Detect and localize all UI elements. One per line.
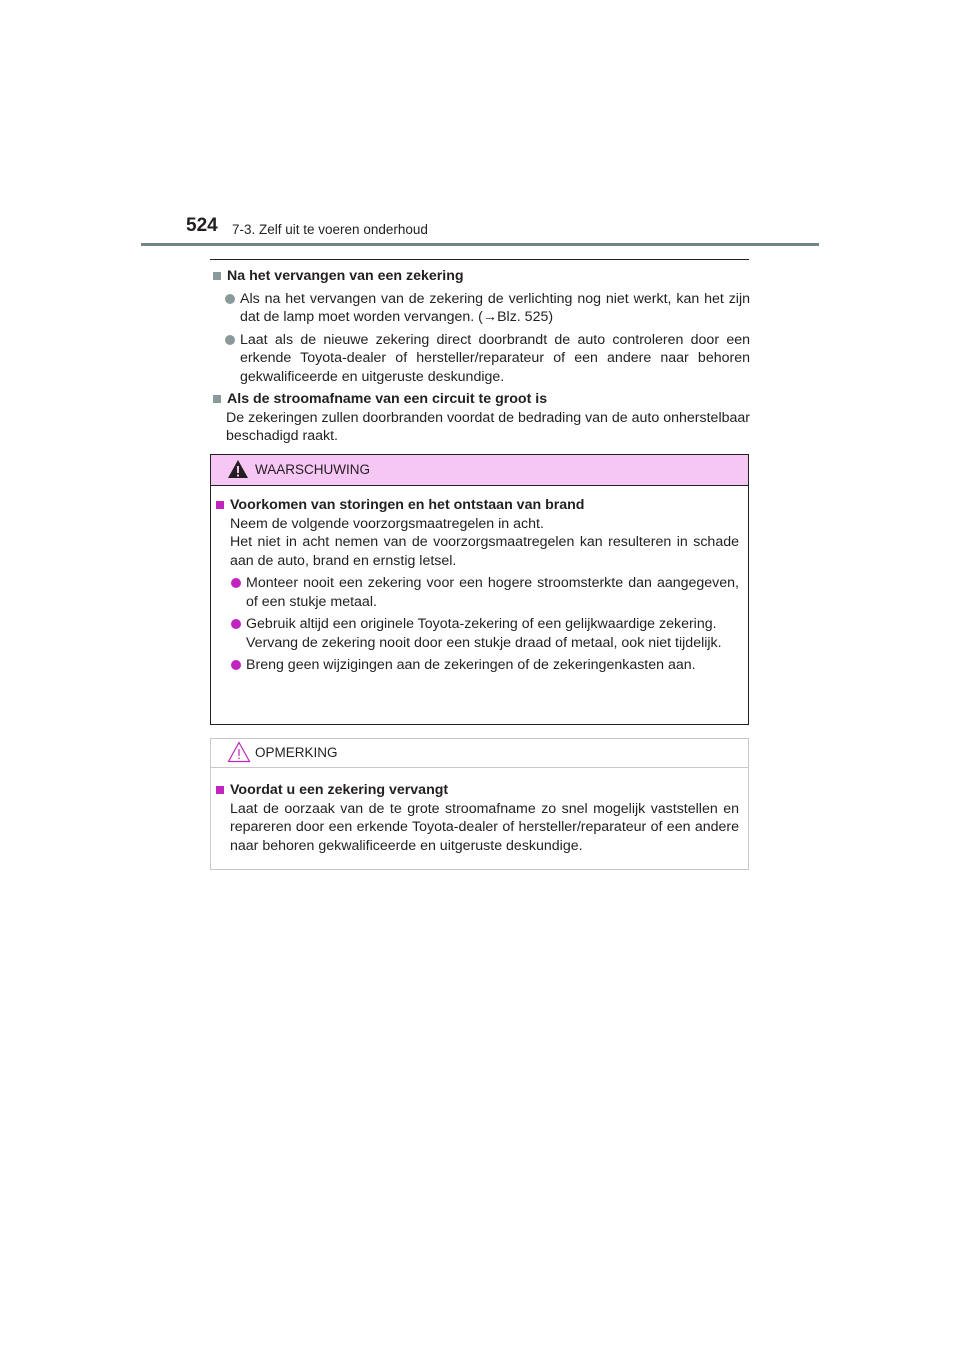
square-bullet-icon	[213, 272, 221, 280]
list-item: Als na het vervangen van de zekering de verlichting nog niet werkt, kan het zijn dat de lamp moet worden vervangen. (→Blz. 525)	[223, 290, 750, 327]
header-divider	[141, 243, 819, 246]
warning-title: WAARSCHUWING	[255, 462, 370, 477]
square-bullet-icon	[216, 786, 224, 794]
list-item: Gebruik altijd een originele Toyota-zekering of een gelijkwaardige zekering. Vervang de zekering nooit door een stukje draad of metaal, ook niet tijdelijk.	[229, 615, 739, 652]
note-box	[210, 738, 749, 870]
square-bullet-icon	[216, 501, 224, 509]
paragraph: Neem de volgende voorzorgsmaatregelen in acht.	[230, 515, 544, 532]
paragraph: De zekeringen zullen doorbranden voordat de bedrading van de auto onherstelbaar beschadigd raakt.	[226, 409, 750, 444]
list-item: Laat als de nieuwe zekering direct doorbrandt de auto controleren door een erkende Toyota-dealer of hersteller/reparateur of een andere naar behoren gekwalificeerde en uitgeruste deskundige.	[223, 331, 750, 387]
list-item: Monteer nooit een zekering voor een hogere stroomsterkte dan aangegeven, of een stukje metaal.	[229, 574, 739, 611]
paragraph: Het niet in acht nemen van de voorzorgsmaatregelen kan resulteren in schade aan de auto, brand en ernstig letsel.	[230, 534, 739, 569]
note-heading: Voordat u een zekering vervangt	[216, 781, 739, 800]
warning-header	[211, 455, 748, 486]
page-number: 524	[186, 215, 218, 236]
circle-bullet-icon	[231, 660, 241, 670]
caution-triangle-icon	[227, 741, 251, 763]
note-title: OPMERKING	[255, 745, 338, 760]
circle-bullet-icon	[231, 619, 241, 629]
circle-bullet-icon	[225, 335, 235, 345]
list-item: Breng geen wijzigingen aan de zekeringen of de zekeringenkasten aan.	[229, 656, 739, 675]
warning-heading: Voorkomen van storingen en het ontstaan van brand	[216, 496, 739, 515]
paragraph: Laat de oorzaak van de te grote stroomafname zo snel mogelijk vaststellen en repareren door een erkende Toyota-dealer of hersteller/reparateur of een andere naar behoren gekwalificeerde en uitgeruste deskundige.	[230, 800, 739, 854]
content-divider	[210, 259, 749, 260]
main-content	[210, 267, 750, 446]
section-heading-fuse-replaced: Na het vervangen van een zekering	[210, 267, 750, 286]
square-bullet-icon	[213, 395, 221, 403]
circle-bullet-icon	[231, 578, 241, 588]
section-heading-overcurrent: Als de stroomafname van een circuit te groot is	[210, 390, 750, 409]
warning-box	[210, 454, 749, 725]
note-header	[211, 739, 748, 768]
section-title: 7-3. Zelf uit te voeren onderhoud	[232, 222, 428, 237]
warning-triangle-icon	[227, 459, 249, 479]
circle-bullet-icon	[225, 294, 235, 304]
